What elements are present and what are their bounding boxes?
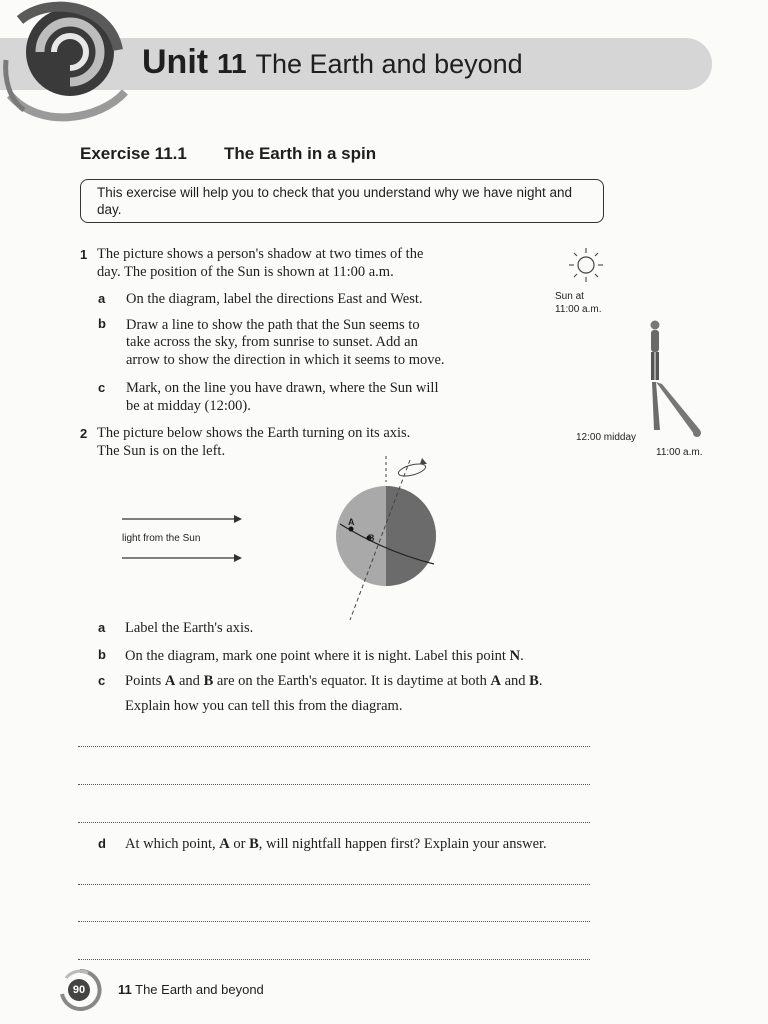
point-b-label: B	[368, 533, 375, 543]
sub-label: d	[98, 836, 106, 851]
bold-letter: A	[219, 836, 230, 852]
sub-text-part: and	[175, 673, 204, 689]
sun-label: 11:00 a.m.	[555, 304, 602, 315]
page-number: 90	[68, 979, 90, 1001]
unit-heading: The Earth and beyond	[255, 49, 523, 79]
sun-label: Sun at	[555, 291, 584, 302]
bold-letter: B	[529, 673, 539, 689]
bold-letter: B	[203, 673, 214, 689]
sub-text: take across the sky, from sunrise to sunset. Add an	[126, 334, 418, 350]
light-label: light from the Sun	[122, 533, 201, 544]
sub-text	[125, 673, 542, 689]
sub-text-part: and	[500, 673, 530, 689]
question-number: 1	[80, 247, 88, 262]
sub-text: Draw a line to show the path that the Sun seems to	[126, 317, 420, 333]
eleven-label: 11:00 a.m.	[656, 447, 703, 458]
answer-line[interactable]	[78, 822, 590, 823]
sub-text-part: At which point,	[125, 836, 220, 852]
point-a-label: A	[348, 517, 355, 527]
bold-letter: N	[509, 648, 521, 664]
sub-text: Mark, on the line you have drawn, where the Sun will	[126, 380, 439, 396]
sub-text: be at midday (12:00).	[126, 398, 251, 414]
answer-line[interactable]	[78, 746, 590, 747]
sub-text-part: , will nightfall happen first? Explain your answer.	[258, 836, 547, 852]
bold-letter: A	[490, 673, 501, 689]
sub-text-part: or	[229, 836, 250, 852]
exercise-label: Exercise 11.1	[80, 144, 187, 163]
question-text: day. The position of the Sun is shown at 11:00 a.m.	[97, 264, 394, 280]
sub-label: a	[98, 291, 106, 306]
sub-text	[125, 648, 524, 664]
sub-label: a	[98, 620, 106, 635]
sub-text: Explain how you can tell this from the diagram.	[125, 698, 403, 714]
answer-line[interactable]	[78, 884, 590, 885]
unit-number: 11	[216, 48, 247, 79]
question-text: The picture shows a person's shadow at two times of the	[97, 246, 424, 262]
sub-text-part: .	[520, 648, 524, 664]
intro-box: This exercise will help you to check that you understand why we have night and day.	[80, 179, 604, 223]
sub-text-part: On the diagram, mark one point where it is night. Label this point	[125, 648, 510, 664]
answer-line[interactable]	[78, 784, 590, 785]
answer-line[interactable]	[78, 921, 590, 922]
person-shadow-figure	[640, 318, 710, 448]
unit-title	[142, 40, 523, 86]
unit-word: Unit	[142, 43, 209, 81]
earth-diagram	[320, 452, 460, 624]
sub-label: c	[98, 673, 106, 688]
sub-label: b	[98, 316, 106, 331]
swirl-logo-icon	[0, 0, 140, 130]
sub-text	[125, 836, 547, 852]
bold-letter: B	[249, 836, 259, 852]
sun-icon	[564, 244, 612, 284]
bold-letter: A	[164, 673, 176, 689]
sub-text: arrow to show the direction in which it seems to move.	[126, 352, 445, 368]
midday-label: 12:00 midday	[576, 432, 637, 443]
question-number: 2	[80, 426, 88, 441]
sub-text: Label the Earth's axis.	[125, 620, 254, 636]
footer-unit-number: 11	[118, 982, 132, 997]
sub-label: b	[98, 647, 106, 662]
sub-label: c	[98, 380, 106, 395]
sub-text-part: are on the Earth's equator. It is daytime at both	[213, 673, 491, 689]
question-text: The picture below shows the Earth turning on its axis.	[97, 425, 411, 441]
footer-title	[118, 982, 264, 997]
exercise-title: The Earth in a spin	[224, 144, 377, 163]
sub-text-part: Points	[125, 673, 165, 689]
answer-line[interactable]	[78, 959, 590, 960]
sub-text: On the diagram, label the directions East and West.	[126, 291, 423, 307]
question-text: The Sun is on the left.	[97, 443, 226, 459]
footer-unit-title: The Earth and beyond	[135, 982, 264, 997]
sub-text-part: .	[538, 673, 543, 689]
